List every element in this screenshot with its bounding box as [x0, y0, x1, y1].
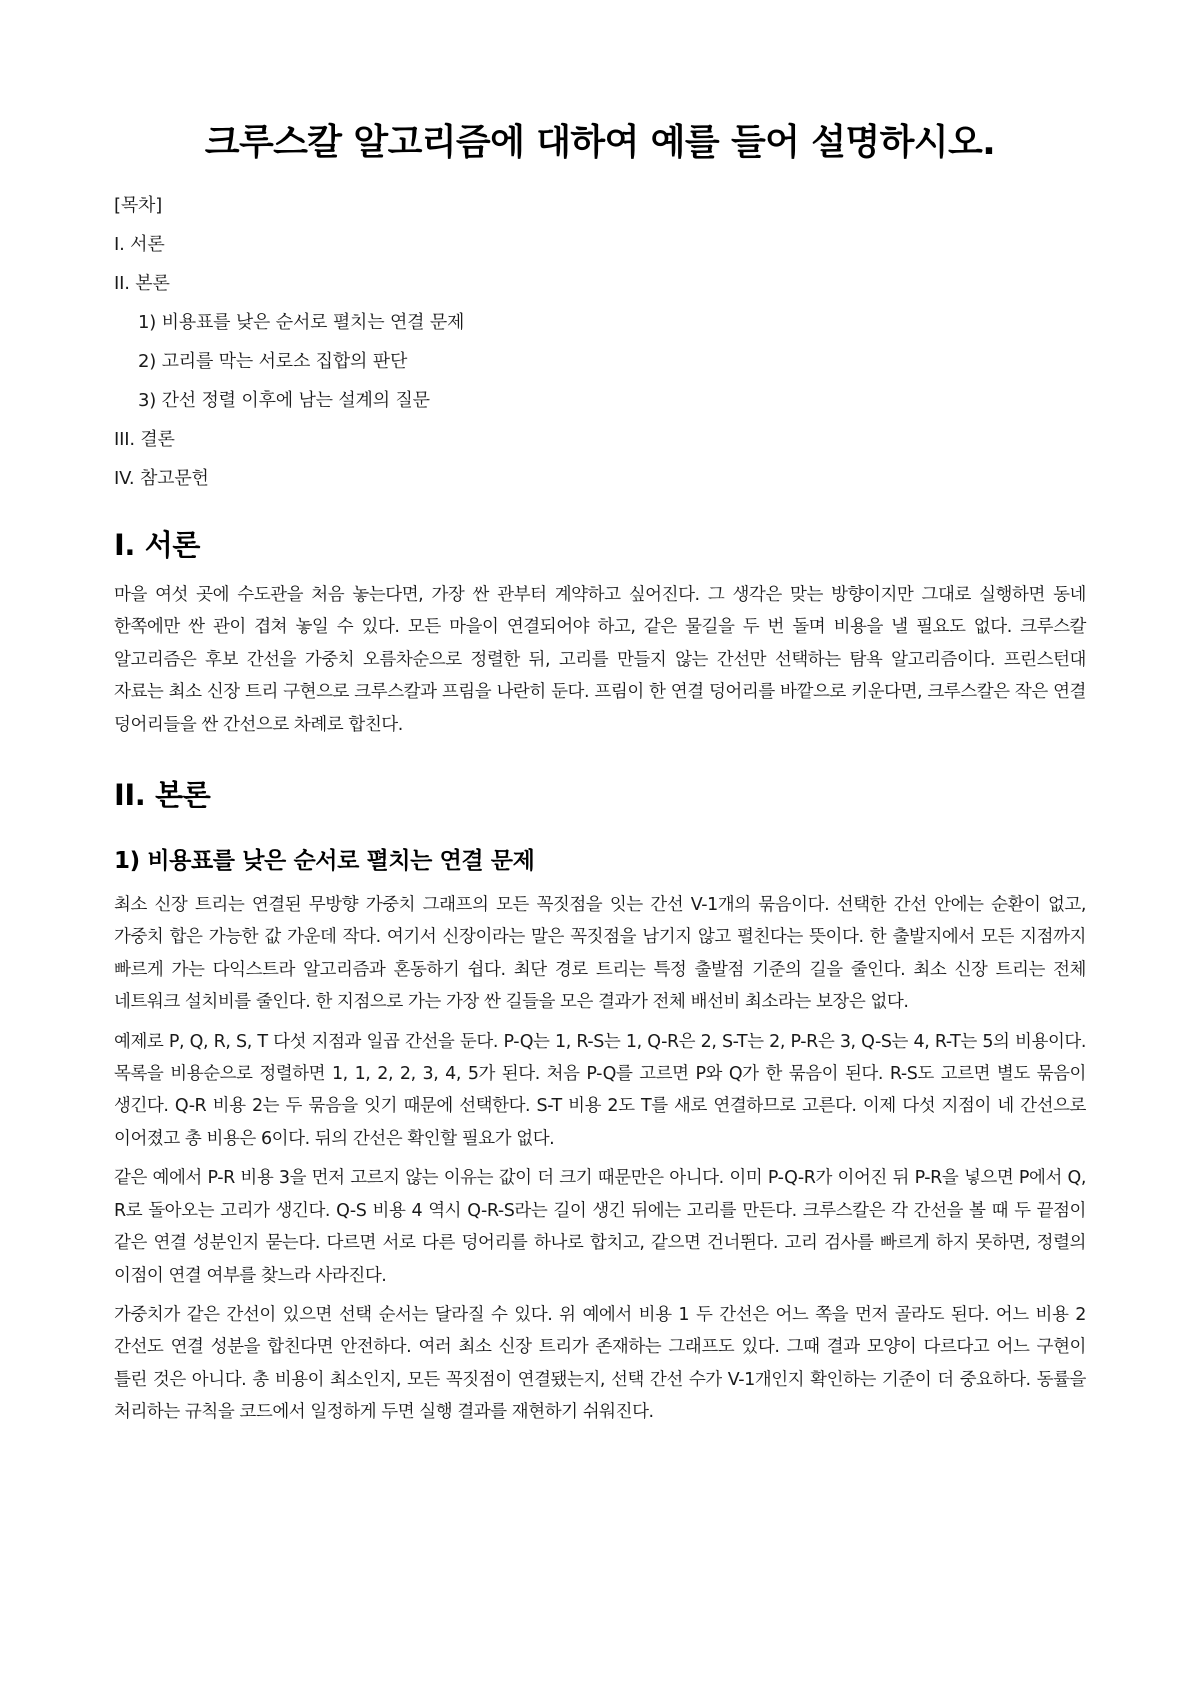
subsection-1-heading: 1) 비용표를 낮은 순서로 펼치는 연결 문제 [114, 848, 535, 875]
introduction-paragraph: 마을 여섯 곳에 수도관을 처음 놓는다면, 가장 싼 관부터 계약하고 싶어진다. 그 생각은 맞는 방향이지만 그대로 실행하면 동네 한쪽에만 싼 관이 겹쳐 놓일 수 있다. 모든 마을이 연결되어야 하고, 같은 물길을 두 번 돌며 비용을 낼 필요도 없다. 크루스칼 알고리즘은 후보 간선을 가중치 오름차순으로 정렬한 뒤, 고리를 만들지 않는 간선만 선택하는 탐욕 알고리즘이다. 프린스턴대 자료는 최소 신장 트리 구현으로 크루스칼과 프림을 나란히 둔다. 프림이 한 연결 덩어리를 바깥으로 키운다면, 크루스칼은 작은 연결 덩어리들을 싼 간선으로 차례로 합친다. [114, 585, 1086, 735]
toc-item-subsection-3: 3) 간선 정렬 이후에 남는 설계의 질문 [138, 390, 430, 411]
introduction-section [114, 525, 1086, 741]
document-title: 크루스칼 알고리즘에 대하여 예를 들어 설명하시오. [204, 122, 996, 163]
toc-item-references: IV. 참고문헌 [114, 468, 209, 489]
toc-item-main-body: II. 본론 [114, 273, 170, 294]
body-paragraph: 같은 예에서 P-R 비용 3을 먼저 고르지 않는 이유는 값이 더 크기 때문만은 아니다. 이미 P-Q-R가 이어진 뒤 P-R을 넣으면 P에서 Q, R로 돌아오는 고리가 생긴다. Q-S 비용 4 역시 Q-R-S라는 길이 생긴 뒤에는 고리를 만든다. 크루스칼은 각 간선을 볼 때 두 끝점이 같은 연결 성분인지 묻는다. 다르면 서로 다른 덩어리를 하나로 합치고, 같으면 건너뛴다. 고리 검사를 빠르게 하지 못하면, 정렬의 이점이 연결 여부를 찾느라 사라진다. [114, 1168, 1086, 1286]
table-of-contents [114, 194, 1086, 491]
toc-heading: [목차] [114, 195, 163, 216]
toc-item-subsection-2: 2) 고리를 막는 서로소 집합의 판단 [138, 351, 408, 372]
toc-item-introduction: I. 서론 [114, 234, 165, 255]
body-paragraph: 최소 신장 트리는 연결된 무방향 가중치 그래프의 모든 꼭짓점을 잇는 간선 V-1개의 묶음이다. 선택한 간선 안에는 순환이 없고, 가중치 합은 가능한 값 가운데 작다. 여기서 신장이라는 말은 꼭짓점을 남기지 않고 펼친다는 뜻이다. 한 출발지에서 모든 지점까지 빠르게 가는 다익스트라 알고리즘과 혼동하기 쉽다. 최단 경로 트리는 특정 출발점 기준의 길을 줄인다. 최소 신장 트리는 전체 네트워크 설치비를 줄인다. 한 지점으로 가는 가장 싼 길들을 모은 결과가 전체 배선비 최소라는 보장은 없다. [114, 895, 1086, 1013]
toc-item-subsection-1: 1) 비용표를 낮은 순서로 펼치는 연결 문제 [138, 312, 465, 333]
toc-item-conclusion: III. 결론 [114, 429, 175, 450]
body-paragraph: 예제로 P, Q, R, S, T 다섯 지점과 일곱 간선을 둔다. P-Q는 1, R-S는 1, Q-R은 2, S-T는 2, P-R은 3, Q-S는 4, R-T는 5의 비용이다. 목록을 비용순으로 정렬하면 1, 1, 2, 2, 3, 4, 5가 된다. 처음 P-Q를 고르면 P와 Q가 한 묶음이 된다. R-S도 고르면 별도 묶음이 생긴다. Q-R 비용 2는 두 묶음을 잇기 때문에 선택한다. S-T 비용 2도 T를 새로 연결하므로 고른다. 이제 다섯 지점이 네 간선으로 이어졌고 총 비용은 6이다. 뒤의 간선은 확인할 필요가 없다. [114, 1031, 1086, 1149]
introduction-heading: I. 서론 [114, 528, 200, 562]
body-paragraph: 가중치가 같은 간선이 있으면 선택 순서는 달라질 수 있다. 위 예에서 비용 1 두 간선은 어느 쪽을 먼저 골라도 된다. 어느 비용 2 간선도 연결 성분을 합친다면 안전하다. 여러 최소 신장 트리가 존재하는 그래프도 있다. 그때 결과 모양이 다르다고 어느 구현이 틀린 것은 아니다. 총 비용이 최소인지, 모든 꼭짓점이 연결됐는지, 선택 간선 수가 V-1개인지 확인하는 기준이 더 중요하다. 동률을 처리하는 규칙을 코드에서 일정하게 두면 실행 결과를 재현하기 쉬워진다. [114, 1304, 1086, 1423]
main-body-heading: II. 본론 [114, 778, 211, 813]
subsection-1 [114, 845, 1086, 1429]
main-body-section [114, 775, 1086, 1429]
